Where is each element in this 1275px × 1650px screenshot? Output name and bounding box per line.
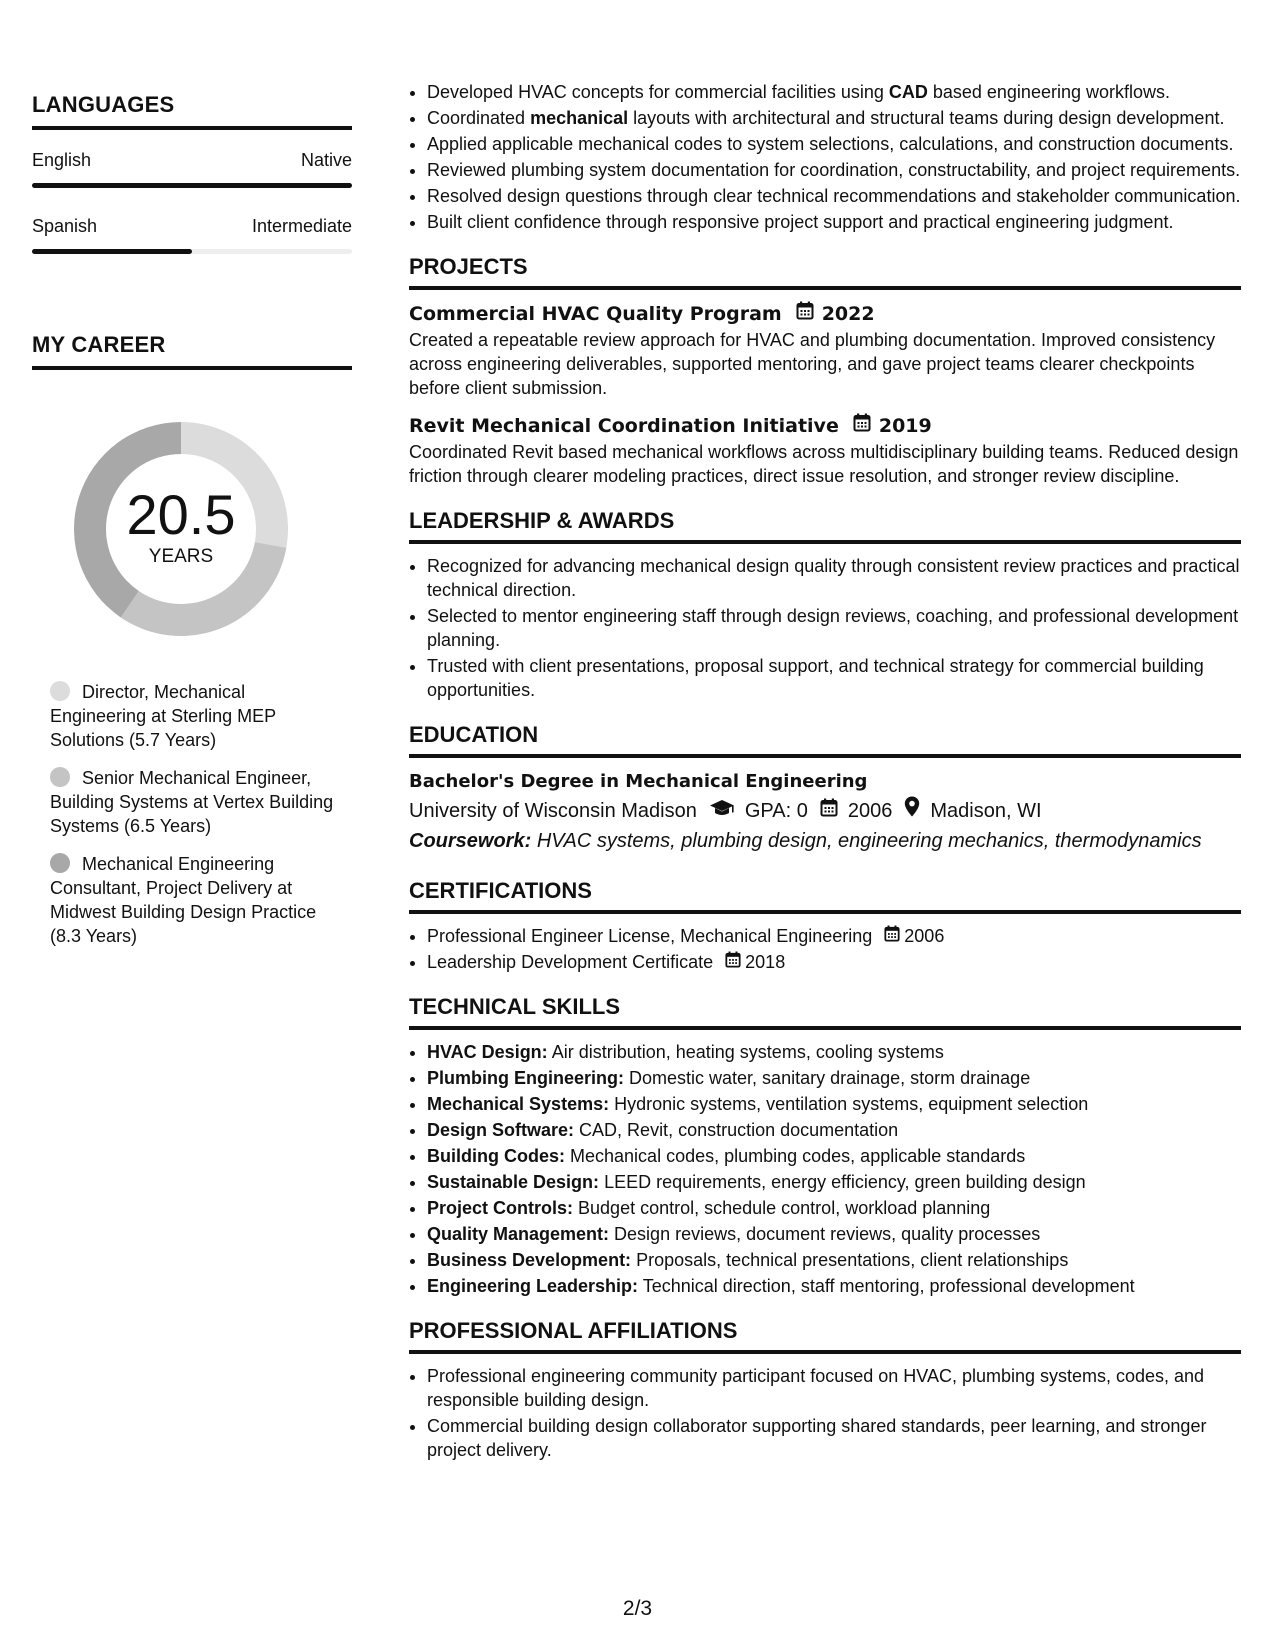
education-location: Madison, WI bbox=[930, 800, 1042, 822]
leadership-bullet: • Trusted with client presentations, proposal support, and technical strategy for commercial building opportunities. bbox=[427, 654, 1241, 702]
legend-dot bbox=[50, 681, 70, 701]
skill-item: • Plumbing Engineering: Domestic water, sanitary drainage, storm drainage bbox=[427, 1066, 1241, 1090]
experience-bullet: • Resolved design questions through clear technical recommendations and stakeholder communication. bbox=[427, 184, 1241, 208]
certification-year: 2006 bbox=[904, 926, 945, 946]
career-legend-item bbox=[50, 766, 340, 838]
affiliations-heading: PROFESSIONAL AFFILIATIONS bbox=[409, 1318, 1241, 1354]
coursework-label: Coursework: bbox=[409, 830, 532, 852]
sidebar bbox=[32, 92, 352, 962]
experience-bullets bbox=[409, 80, 1241, 234]
coursework-text: HVAC systems, plumbing design, engineering mechanics, thermodynamics bbox=[536, 830, 1202, 852]
education-gpa: GPA: 0 bbox=[744, 800, 808, 822]
leadership-section bbox=[409, 554, 1241, 702]
project-name: Commercial HVAC Quality Program bbox=[409, 303, 782, 325]
education-section bbox=[409, 768, 1241, 856]
languages-heading: LANGUAGES bbox=[32, 92, 352, 130]
legend-dot bbox=[50, 853, 70, 873]
career-legend bbox=[50, 680, 340, 948]
experience-bullet: • Coordinated mechanical layouts with architectural and structural teams during design development. bbox=[427, 106, 1241, 130]
language-proficiency-bar bbox=[32, 249, 352, 254]
page-number: 2/3 bbox=[622, 1597, 653, 1620]
certification-item bbox=[427, 950, 1241, 974]
project-year: 2019 bbox=[878, 415, 932, 437]
language-name: Spanish bbox=[32, 216, 98, 236]
language-level: Intermediate bbox=[251, 216, 352, 236]
skill-item: • Project Controls: Budget control, schedule control, workload planning bbox=[427, 1196, 1241, 1220]
location-pin-icon bbox=[904, 796, 920, 826]
leadership-bullet: • Recognized for advancing mechanical design quality through consistent review practices and practical technical direction. bbox=[427, 554, 1241, 602]
affiliation-item: • Professional engineering community participant focused on HVAC, plumbing systems, codes, and responsible building design. bbox=[427, 1364, 1241, 1412]
career-legend-item bbox=[50, 680, 340, 752]
project-year: 2022 bbox=[821, 303, 875, 325]
main-column bbox=[409, 80, 1241, 1464]
calendar-icon bbox=[820, 796, 838, 826]
certification-item bbox=[427, 924, 1241, 948]
language-proficiency-fill bbox=[32, 249, 192, 254]
career-donut-chart bbox=[66, 414, 296, 644]
language-proficiency-fill bbox=[32, 183, 352, 188]
career-legend-item bbox=[50, 852, 340, 948]
skill-item: • Quality Management: Design reviews, document reviews, quality processes bbox=[427, 1222, 1241, 1246]
education-heading: EDUCATION bbox=[409, 722, 1241, 758]
projects-section bbox=[409, 300, 1241, 488]
skill-item: • Sustainable Design: LEED requirements, energy efficiency, green building design bbox=[427, 1170, 1241, 1194]
language-item bbox=[32, 216, 352, 254]
certification-name: • Leadership Development Certificate bbox=[427, 952, 714, 972]
education-school: University of Wisconsin Madison bbox=[409, 800, 697, 822]
projects-heading: PROJECTS bbox=[409, 254, 1241, 290]
project-description: Created a repeatable review approach for HVAC and plumbing documentation. Improved consistency across engineering deliverables, supported mentoring, and gave project teams clearer checkpoints before client submission. bbox=[409, 330, 1216, 398]
calendar-icon bbox=[884, 924, 900, 948]
legend-label: Mechanical Engineering Consultant, Project Delivery at Midwest Building Design Practice (8.3 Years) bbox=[50, 854, 317, 946]
graduation-cap-icon bbox=[709, 796, 735, 826]
skill-item: • Building Codes: Mechanical codes, plumbing codes, applicable standards bbox=[427, 1144, 1241, 1168]
career-total-unit: YEARS bbox=[148, 546, 214, 567]
skill-item: • Business Development: Proposals, technical presentations, client relationships bbox=[427, 1248, 1241, 1272]
calendar-icon bbox=[853, 412, 871, 440]
language-proficiency-bar bbox=[32, 183, 352, 188]
affiliation-item: • Commercial building design collaborator supporting shared standards, peer learning, and stronger project delivery. bbox=[427, 1414, 1241, 1462]
experience-bullet: • Reviewed plumbing system documentation for coordination, constructability, and project requirements. bbox=[427, 158, 1241, 182]
certification-name: • Professional Engineer License, Mechanical Engineering bbox=[427, 926, 873, 946]
education-year: 2006 bbox=[847, 800, 893, 822]
skills-heading: TECHNICAL SKILLS bbox=[409, 994, 1241, 1030]
career-heading: MY CAREER bbox=[32, 332, 352, 370]
legend-label: Director, Mechanical Engineering at Sterling MEP Solutions (5.7 Years) bbox=[50, 682, 276, 750]
language-item bbox=[32, 150, 352, 188]
language-name: English bbox=[32, 150, 92, 170]
certifications-heading: CERTIFICATIONS bbox=[409, 878, 1241, 914]
certifications-section bbox=[409, 924, 1241, 974]
experience-bullet: • Developed HVAC concepts for commercial facilities using CAD based engineering workflows. bbox=[427, 80, 1241, 104]
experience-bullet: • Applied applicable mechanical codes to system selections, calculations, and construction documents. bbox=[427, 132, 1241, 156]
skill-item: • Design Software: CAD, Revit, construction documentation bbox=[427, 1118, 1241, 1142]
project-title bbox=[409, 412, 1241, 440]
affiliations-section bbox=[409, 1364, 1241, 1462]
education-degree: Bachelor's Degree in Mechanical Engineering bbox=[409, 771, 868, 792]
certification-year: 2018 bbox=[745, 952, 786, 972]
skill-item: • Engineering Leadership: Technical direction, staff mentoring, professional development bbox=[427, 1274, 1241, 1298]
career-total-years: 20.5 bbox=[126, 483, 236, 546]
education-meta bbox=[409, 796, 1241, 826]
education-coursework bbox=[409, 826, 1241, 856]
leadership-bullet: • Selected to mentor engineering staff through design reviews, coaching, and professional development planning. bbox=[427, 604, 1241, 652]
calendar-icon bbox=[796, 300, 814, 328]
skills-section bbox=[409, 1040, 1241, 1298]
project-description: Coordinated Revit based mechanical workflows across multidisciplinary building teams. Reduced design friction through clearer modeling practices, direct issue resolution, and stronger review discipline. bbox=[409, 442, 1239, 486]
experience-bullet: • Built client confidence through responsive project support and practical engineering judgment. bbox=[427, 210, 1241, 234]
legend-label: Senior Mechanical Engineer, Building Systems at Vertex Building Systems (6.5 Years) bbox=[50, 768, 334, 836]
leadership-heading: LEADERSHIP & AWARDS bbox=[409, 508, 1241, 544]
language-level: Native bbox=[300, 150, 352, 170]
project-name: Revit Mechanical Coordination Initiative bbox=[409, 415, 839, 437]
project-title bbox=[409, 300, 1241, 328]
skill-item: • HVAC Design: Air distribution, heating systems, cooling systems bbox=[427, 1040, 1241, 1064]
skill-item: • Mechanical Systems: Hydronic systems, ventilation systems, equipment selection bbox=[427, 1092, 1241, 1116]
calendar-icon bbox=[725, 950, 741, 974]
legend-dot bbox=[50, 767, 70, 787]
